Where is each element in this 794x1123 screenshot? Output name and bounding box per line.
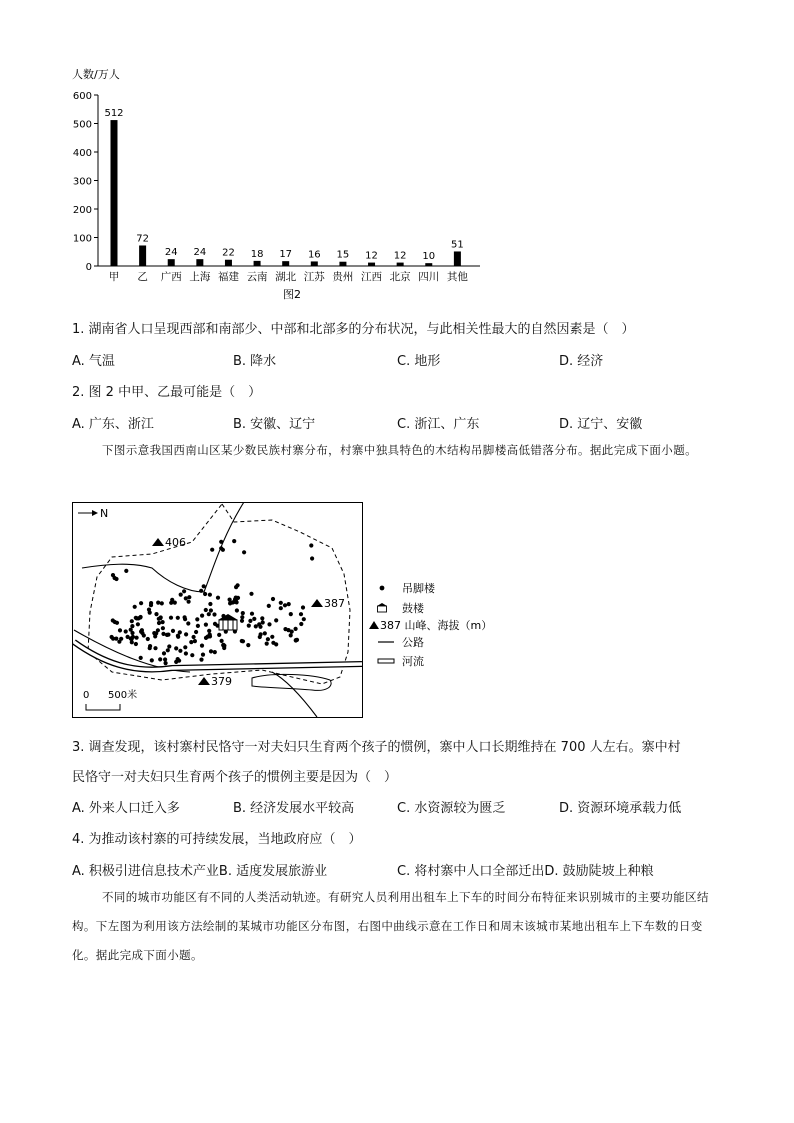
bar [311, 261, 318, 266]
stilt-house [134, 616, 138, 620]
stilt-house [224, 630, 228, 634]
bar-value-label: 512 [104, 108, 124, 120]
stilt-house [310, 556, 314, 560]
category-label: 湖北 [275, 271, 297, 283]
stilt-house [221, 614, 225, 618]
stilt-house [213, 622, 217, 626]
category-label: 其他 [446, 271, 468, 283]
stilt-house [139, 601, 143, 605]
stilt-house [158, 657, 162, 661]
svg-text:0: 0 [83, 690, 90, 701]
bar-value-label: 22 [222, 247, 235, 259]
stilt-house [184, 632, 188, 636]
bar [339, 262, 346, 266]
stilt-house [208, 593, 212, 597]
y-tick-label: 500 [72, 119, 92, 131]
stilt-house [219, 540, 223, 544]
stilt-house [149, 601, 153, 605]
stilt-house [204, 623, 208, 627]
stilt-house [227, 615, 231, 619]
stilt-house [204, 608, 208, 612]
legend-drum-tower: 鼓楼 [402, 602, 424, 615]
stilt-house [160, 601, 164, 605]
bar [454, 251, 461, 266]
stilt-house [157, 621, 161, 625]
stilt-house [187, 595, 191, 599]
stilt-house [130, 619, 134, 623]
bar-value-label: 12 [365, 250, 378, 262]
stilt-house [130, 624, 134, 628]
stilt-house [200, 644, 204, 648]
stilt-house [174, 646, 178, 650]
bar-value-label: 24 [164, 247, 178, 259]
bar [254, 261, 261, 266]
y-axis-label: 人数/万人 [72, 68, 120, 81]
stilt-house [234, 585, 238, 589]
question-1-stem: 1. 湖南省人口呈现西部和南部少、中部和北部多的分布状况，与此相关性最大的自然因素是（ ） [72, 322, 635, 337]
stilt-house [169, 616, 173, 620]
stilt-house [178, 630, 182, 634]
stilt-house [190, 653, 194, 657]
category-label: 乙 [137, 271, 148, 283]
stilt-house [258, 635, 262, 639]
category-label: 云南 [246, 271, 268, 283]
stilt-house [199, 658, 203, 662]
stilt-house [208, 633, 212, 637]
q4-option-c-d[interactable]: C. 将村寨中人口全部迁出D. 鼓励陡坡上种粮 [397, 864, 654, 879]
stilt-house [260, 616, 264, 620]
stilt-house [126, 635, 130, 639]
stilt-house [200, 614, 204, 618]
bar [111, 120, 118, 266]
bar-value-label: 16 [307, 249, 321, 261]
stilt-house [163, 657, 167, 661]
stilt-house [133, 605, 137, 609]
bar-value-label: 72 [136, 233, 149, 245]
category-label: 江苏 [303, 271, 325, 283]
stilt-house [263, 631, 267, 635]
scale-bar [83, 688, 137, 710]
stilt-house [271, 597, 275, 601]
passage-city-function: 不同的城市功能区有不同的人类活动轨迹。有研究人员利用出租车上下车的时间分布特征来识别城市的主要功能区结构。下左图为利用该方法绘制的某城市功能区分布图，右图中曲线示意在工作日和周末该城市某地出租车上下车数的日变化。据此完成下面小题。 [72, 890, 709, 962]
q2-option-d[interactable]: D. 辽宁、安徽 [559, 417, 643, 432]
category-label: 上海 [189, 271, 211, 283]
stilt-house [139, 656, 143, 660]
stilt-house [242, 550, 246, 554]
svg-text:406: 406 [165, 536, 186, 549]
stilt-house [171, 629, 175, 633]
category-label: 甲 [108, 271, 120, 283]
stilt-house [213, 650, 217, 654]
stilt-house [139, 630, 143, 634]
bar [425, 263, 432, 266]
stilt-house [309, 543, 313, 547]
stilt-house [289, 633, 293, 637]
stilt-house [184, 651, 188, 655]
stilt-house [241, 639, 245, 643]
stilt-house [178, 649, 182, 653]
stilt-house [161, 632, 165, 636]
svg-text:500米: 500米 [108, 690, 138, 701]
stilt-house [249, 592, 253, 596]
q1-option-a[interactable]: A. 气温 [72, 354, 115, 369]
stilt-house [161, 626, 165, 630]
stilt-house [131, 635, 135, 639]
stilt-house [240, 615, 244, 619]
stilt-house [138, 615, 142, 619]
peak-387 [311, 597, 345, 610]
stilt-house [294, 638, 298, 642]
stilt-house [221, 548, 225, 552]
y-tick-label: 200 [72, 205, 92, 216]
bar-value-label: 10 [422, 251, 436, 263]
stilt-house [302, 617, 306, 621]
stilt-house [228, 598, 232, 602]
stilt-house [183, 615, 187, 619]
stilt-house [164, 661, 168, 665]
stilt-house [196, 624, 200, 628]
stilt-house [194, 630, 198, 634]
legend-road: 公路 [402, 636, 424, 649]
q3-option-b[interactable]: B. 经济发展水平较高 [233, 801, 355, 816]
stilt-house [250, 612, 254, 616]
legend-river-icon [378, 659, 394, 663]
stilt-house [246, 643, 250, 647]
stilt-house [267, 604, 271, 608]
stilt-house [156, 601, 160, 605]
stilt-house [217, 633, 221, 637]
category-label: 贵州 [332, 271, 354, 283]
stilt-house [212, 612, 216, 616]
q3-option-d[interactable]: D. 资源环境承载力低 [559, 801, 682, 816]
stilt-house [271, 641, 275, 645]
category-label: 福建 [217, 271, 239, 283]
stilt-house [279, 601, 283, 605]
bar-value-label: 12 [393, 250, 407, 262]
question-3-stem-line1: 3. 调查发现，该村寨村民恪守一对夫妇只生育两个孩子的惯例，寨中人口长期维持在 700 人左右。寨中村 [72, 740, 681, 755]
stilt-houses [110, 539, 315, 665]
stilt-house [247, 624, 251, 628]
bar [397, 263, 404, 266]
stilt-house [216, 596, 220, 600]
stilt-house [153, 646, 157, 650]
stilt-house [150, 658, 154, 662]
stilt-house [154, 612, 158, 616]
stilt-house [176, 657, 180, 661]
north-arrow-icon [78, 510, 98, 516]
stilt-house [193, 639, 197, 643]
stilt-house [235, 608, 239, 612]
bar-value-label: 18 [250, 248, 264, 260]
q3-option-c[interactable]: C. 水资源较为匮乏 [397, 801, 506, 816]
stilt-house [207, 629, 211, 633]
bar-value-label: 15 [336, 249, 350, 261]
stilt-house [270, 635, 274, 639]
stilt-house [220, 639, 224, 643]
q1-option-d[interactable]: D. 经济 [559, 354, 604, 369]
y-tick-label: 300 [72, 176, 92, 188]
stilt-house [113, 576, 117, 580]
q2-option-b[interactable]: B. 安徽、辽宁 [233, 417, 316, 432]
stilt-house [195, 617, 199, 621]
q2-option-a[interactable]: A. 广东、浙江 [72, 417, 154, 432]
bar [168, 259, 175, 266]
legend-stilt-house: 吊脚楼 [402, 582, 435, 595]
stilt-house [146, 637, 150, 641]
stilt-house [187, 600, 191, 604]
north-label: N [100, 507, 109, 520]
stilt-house [176, 616, 180, 620]
stilt-house [257, 622, 261, 626]
stilt-house [299, 612, 303, 616]
stilt-house [209, 649, 213, 653]
legend-peak: 387 山峰、海拔（m） [380, 619, 493, 632]
bar-value-label: 17 [279, 249, 293, 261]
stilt-house [290, 630, 294, 634]
bar [282, 261, 289, 266]
peak-406 [152, 536, 186, 549]
map-legend [369, 581, 492, 668]
stilt-house [241, 611, 245, 615]
stilt-house [119, 637, 123, 641]
stilt-house [154, 631, 158, 635]
stilt-house [221, 643, 225, 647]
stilt-house [199, 589, 203, 593]
village-map [72, 502, 532, 720]
stilt-house [110, 635, 114, 639]
q2-option-c[interactable]: C. 浙江、广东 [397, 417, 480, 432]
stilt-house [161, 620, 165, 624]
y-tick-label: 600 [72, 91, 92, 102]
stilt-house [192, 635, 196, 639]
stilt-house [289, 612, 293, 616]
stilt-house [166, 648, 170, 652]
stilt-house [208, 602, 212, 606]
y-tick-label: 0 [85, 262, 92, 273]
category-label: 广西 [160, 271, 182, 283]
stilt-house [232, 539, 236, 543]
road [272, 672, 317, 717]
category-label: 江西 [361, 271, 383, 283]
svg-text:379: 379 [211, 675, 232, 688]
stilt-house [148, 611, 152, 615]
y-tick-label: 100 [72, 233, 92, 245]
stilt-house [162, 651, 166, 655]
population-bar-chart [60, 62, 490, 307]
bar-value-label: 51 [451, 239, 464, 251]
q1-option-b[interactable]: B. 降水 [233, 354, 277, 369]
stilt-house [124, 569, 128, 573]
bar [225, 260, 232, 266]
stilt-house [134, 642, 138, 646]
stilt-house [266, 637, 270, 641]
stilt-house [111, 618, 115, 622]
bar-value-label: 24 [193, 247, 207, 259]
stilt-house [135, 636, 139, 640]
stilt-house [159, 615, 163, 619]
stilt-house [279, 606, 283, 610]
stilt-house [233, 629, 237, 633]
stilt-house [283, 603, 287, 607]
stilt-house [265, 642, 269, 646]
stilt-house [235, 600, 239, 604]
stilt-house [202, 584, 206, 588]
stilt-house [201, 653, 205, 657]
bar [196, 259, 203, 266]
question-3-stem-line2: 民恪守一对夫妇只生育两个孩子的惯例主要是因为（ ） [72, 770, 398, 785]
stilt-house [179, 593, 183, 597]
q4-option-a-b[interactable]: A. 积极引进信息技术产业B. 适度发展旅游业 [72, 864, 328, 879]
stilt-house [186, 621, 190, 625]
peak-379 [198, 675, 232, 688]
question-4-stem: 4. 为推动该村寨的可持续发展，当地政府应（ ） [72, 832, 362, 847]
stilt-house [207, 612, 211, 616]
stilt-house [189, 640, 193, 644]
legend-peak-icon [369, 621, 379, 629]
category-label: 四川 [418, 271, 440, 283]
passage-village: 下图示意我国西南山区某少数民族村寨分布，村寨中独具特色的木结构吊脚楼高低错落分布。据此完成下面小题。 [102, 443, 697, 457]
svg-text:387: 387 [324, 597, 345, 610]
stilt-house [299, 622, 303, 626]
stilt-house [124, 629, 128, 633]
stilt-house [210, 548, 214, 552]
stilt-house [129, 628, 133, 632]
stilt-house [283, 627, 287, 631]
question-2-stem: 2. 图 2 中甲、乙最可能是（ ） [72, 385, 262, 400]
legend-drum-tower-icon [377, 603, 387, 612]
stilt-house [136, 622, 140, 626]
legend-stilt-house-icon [380, 586, 385, 591]
stilt-house [203, 592, 207, 596]
stilt-house [274, 618, 278, 622]
stilt-house [209, 608, 213, 612]
category-label: 北京 [389, 271, 411, 283]
q3-option-a[interactable]: A. 外来人口迁入多 [72, 801, 180, 816]
bar [368, 263, 375, 266]
stilt-house [252, 617, 256, 621]
stilt-house [182, 589, 186, 593]
stilt-house [240, 619, 244, 623]
stilt-house [301, 605, 305, 609]
q1-option-c[interactable]: C. 地形 [397, 354, 441, 369]
y-tick-label: 400 [72, 148, 92, 159]
stilt-house [170, 598, 174, 602]
stilt-house [183, 645, 187, 649]
stilt-house [294, 627, 298, 631]
stilt-house [287, 602, 291, 606]
stilt-house [167, 644, 171, 648]
stilt-house [118, 628, 122, 632]
river [74, 642, 362, 670]
stilt-house [248, 619, 252, 623]
bar [139, 245, 146, 266]
stilt-house [267, 622, 271, 626]
legend-river: 河流 [402, 655, 424, 668]
stilt-house [148, 646, 152, 650]
figure-caption: 图2 [283, 288, 301, 301]
